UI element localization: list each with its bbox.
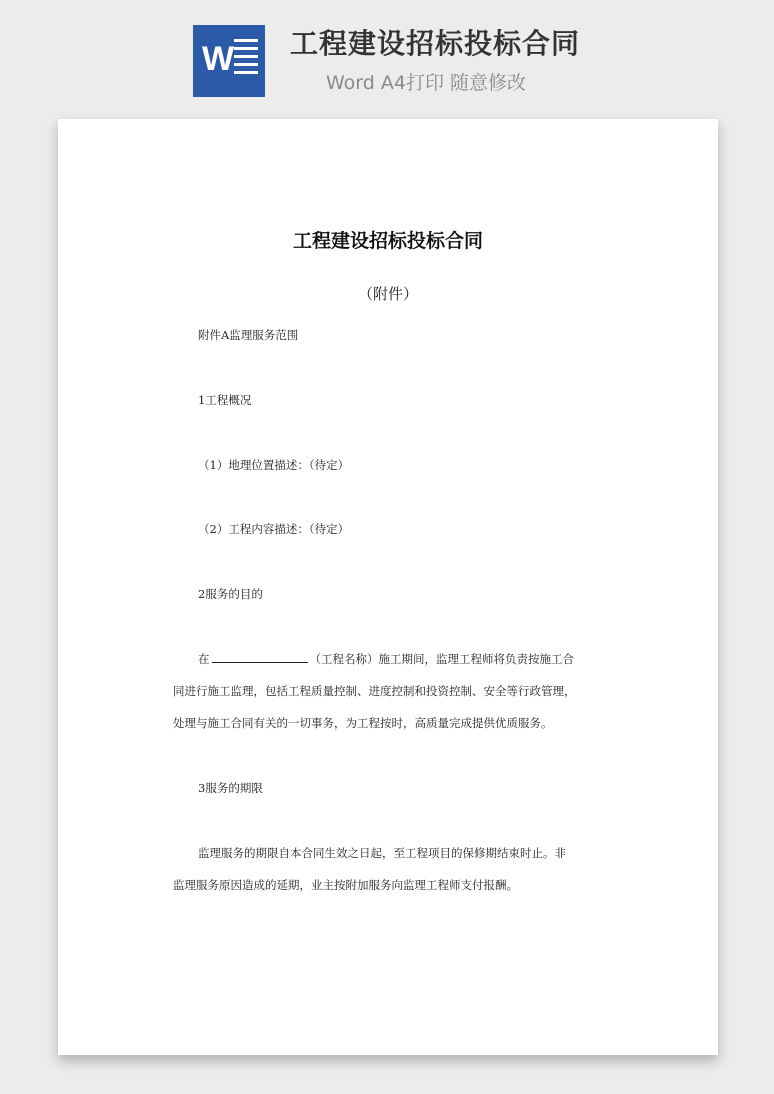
word-icon-letter: W [202, 40, 235, 78]
section-1-item-1: （1）地理位置描述：（待定） [198, 458, 350, 472]
section-3-heading: 3服务的期限 [198, 781, 263, 795]
section-1-item-2: （2）工程内容描述：（待定） [198, 522, 350, 536]
banner-title: 工程建设招标投标合同 [290, 27, 581, 60]
word-icon-lines [234, 39, 258, 79]
document-subtitle: （附件） [357, 285, 418, 303]
section-2-line-1 [198, 646, 574, 672]
word-icon [193, 25, 265, 97]
banner-subtitle: Word A4打印 随意修改 [326, 72, 527, 94]
section-1-heading: 1工程概况 [198, 393, 252, 407]
banner [0, 0, 774, 118]
section-2-line-2: 同进行施工监理，包括工程质量控制、进度控制和投资控制、安全等行政管理， [173, 684, 576, 698]
section-2-heading: 2服务的目的 [198, 587, 263, 601]
section-2-line-3: 处理与施工合同有关的一切事务，为工程按时，高质量完成提供优质服务。 [173, 716, 553, 730]
document-page [58, 119, 718, 1055]
section-3-line-1: 监理服务的期限自本合同生效之日起，至工程项目的保修期结束时止。非 [198, 846, 566, 860]
section-2-prefix: 在 [198, 652, 210, 666]
section-3-line-2: 监理服务原因造成的延期，业主按附加服务向监理工程师支付报酬。 [173, 878, 518, 892]
project-name-blank [212, 649, 308, 663]
document-title: 工程建设招标投标合同 [292, 230, 483, 252]
section-2-line-1-rest: （工程名称）施工期间，监理工程师将负责按施工合 [309, 652, 574, 666]
annex-a-heading: 附件A监理服务范围 [198, 328, 299, 342]
